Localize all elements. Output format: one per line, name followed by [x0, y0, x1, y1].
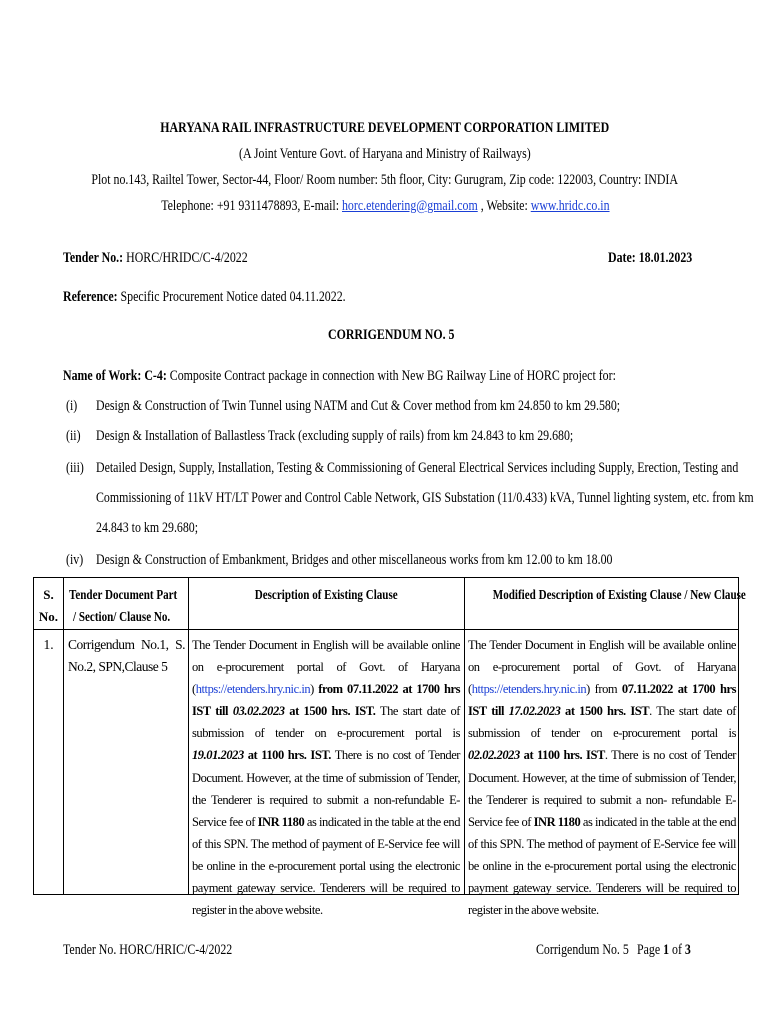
- header-modified: Modified Description of Existing Clause / New Clause: [492, 587, 746, 602]
- footer-corrigendum: Corrigendum No. 5: [536, 942, 629, 958]
- modified-etenders-link[interactable]: https://etenders.hry.nic.in: [471, 682, 587, 697]
- existing-clause: The Tender Document in English will be available online on e-procurement portal of Govt. of Haryana (https://etenders.hry.nic.in) from 07.11.2022 at 1700 hrs IST till 03.02.2023 at 1500 hrs. IST. The start date of submission of tender on e-procurement portal is 19.01.2023 at 1100 hrs. IST. There is no cost of Tender Document. However, at the time of submission of Tender, the Tenderer is required to submit a non-refundable E-Service fee of INR 1180 as indicated in the table at the end of this SPN. The method of payment of E-Service fee will be online in the e-procurement portal using the electronic payment gateway service. Tenderers will be required to register in the above website.: [192, 638, 461, 918]
- reference-line: Reference: Specific Procurement Notice dated 04.11.2022.: [63, 289, 346, 305]
- modified-clause: The Tender Document in English will be available online on e-procurement portal of Govt. of Haryana (https://etenders.hry.nic.in) from 07.11.2022 at 1700 hrs IST till 17.02.2023 at 1500 hrs. IST. The start date of submission of tender on e-procurement portal is 02.02.2023 at 1100 hrs. IST. There is no cost of Tender Document. However, at the time of submission of Tender, the Tenderer is required to submit a non- refundable E-Service fee of INR 1180 as indicated in the table at the end of this SPN. The method of payment of E-Service fee will be online in the e-procurement portal using the electronic payment gateway service. Tenderers will be required to register in the above website.: [468, 638, 737, 918]
- tender-date: Date: 18.01.2023: [608, 250, 693, 266]
- name-of-work: Name of Work: C-4: Composite Contract package in connection with New BG Railway Line of HORC project for:: [63, 368, 616, 384]
- company-address: Plot no.143, Railtel Tower, Sector-44, Floor/ Room number: 5th floor, City: Gurugram, Zip code: 122003, Country: INDIA: [91, 172, 679, 188]
- corrigendum-title: CORRIGENDUM NO. 5: [328, 327, 455, 343]
- row-sno: 1.: [43, 637, 54, 652]
- row-part: Corrigendum No.1, S. No.2, SPN,Clause 5: [68, 637, 185, 674]
- header-part: Tender Document Part / Section/ Clause No.: [69, 587, 178, 624]
- footer-tender-no: Tender No. HORC/HRIC/C-4/2022: [63, 942, 233, 958]
- footer-page: Page 1 of 3: [637, 942, 691, 958]
- tender-number: Tender No.: HORC/HRIDC/C-4/2022: [63, 250, 248, 266]
- existing-etenders-link[interactable]: https://etenders.hry.nic.in: [195, 682, 311, 697]
- jv-note: (A Joint Venture Govt. of Haryana and Ministry of Railways): [239, 146, 531, 162]
- company-name: HARYANA RAIL INFRASTRUCTURE DEVELOPMENT CORPORATION LIMITED: [160, 120, 610, 136]
- header-sno: S. No.: [38, 587, 59, 624]
- company-contact: Telephone: +91 9311478893, E-mail: horc.etendering@gmail.com , Website: www.hridc.co.in: [160, 198, 610, 214]
- email-link[interactable]: horc.etendering@gmail.com: [341, 198, 478, 214]
- corrigendum-table: [33, 577, 746, 918]
- website-link[interactable]: www.hridc.co.in: [530, 198, 610, 214]
- header-existing: Description of Existing Clause: [254, 587, 398, 602]
